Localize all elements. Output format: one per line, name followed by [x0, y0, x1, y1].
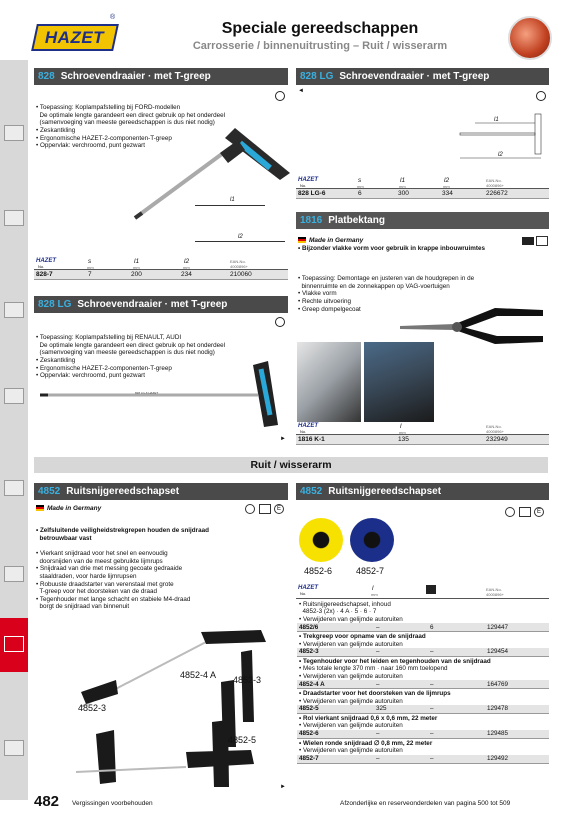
t-handle-screwdriver-image — [120, 118, 295, 228]
label-4852-4a: 4852-4 A — [180, 670, 217, 680]
cell-ean: 129492 — [487, 754, 509, 762]
spec-table-828: HAZET No. s mm l1 mm l2 mm EAN-No. 4000896+ 828-7 7 200 234 210060 — [34, 258, 288, 280]
cell-l: 325 — [376, 705, 387, 713]
sidebar-tab-icon[interactable] — [4, 566, 24, 582]
dimension-line — [195, 241, 285, 242]
label-4852-5: 4852-5 — [228, 735, 257, 745]
table-row — [297, 658, 549, 689]
e-icon: E — [274, 504, 284, 514]
made-in-germany: Made in Germany — [36, 505, 101, 512]
glass-cutting-tools-image — [36, 612, 281, 792]
shaft-text: 828 LG-6 HAZET — [135, 391, 159, 395]
target-icon — [505, 507, 515, 517]
row-description: • Verwijderen van gelijmde autoruiten — [299, 697, 403, 705]
section-divider-ruit: Ruit / wisserarm — [34, 457, 548, 473]
table-row — [297, 715, 549, 739]
cell-ean: 129454 — [487, 648, 509, 656]
table-row — [297, 740, 549, 764]
dimension-line — [195, 205, 265, 206]
cell-code: 4852-4 A — [299, 680, 325, 688]
spec-table-1816: HAZET No. l mm EAN-No. 4000896+ 1816 K-1 135 232949 — [296, 423, 549, 445]
section-828lg-bullets: • Toepassing: Koplampafstelling bij RENAULT, AUDI De optimale lengte garandeert een direct gebruik op het onderdeel (samenvoeging van meeste gereedschappen is dus niet nodig) • Zeskantkling • Ergonomische HAZET-2-componenten-T-greep • Oppervlak: verchroomd, punt gezwart — [36, 334, 226, 380]
cell-c3: – — [430, 730, 434, 738]
cell-l: – — [376, 623, 380, 631]
label-4852-3: 4852-3 — [233, 675, 262, 685]
row-description: • Verwijderen van gelijmde autoruiten — [299, 747, 403, 755]
arrow-left-icon[interactable]: ◄ — [298, 88, 304, 94]
ring-icon — [275, 91, 285, 101]
cell-c3: – — [430, 705, 434, 713]
row-description: • Verwijderen van gelijmde autoruiten — [299, 722, 403, 730]
cell-c3: 6 — [430, 623, 434, 631]
section-4852-left-header: 4852 Ruitsnijgereedschapset — [34, 483, 288, 500]
spec-table-4852: HAZET No. l mm EAN-No. 4000896+ — [296, 583, 549, 599]
page-subtitle: Carrosserie / binnenuitrusting – Ruit / wisserarm — [192, 40, 448, 52]
sidebar-tab-icon[interactable] — [4, 125, 24, 141]
car-glass-icon — [259, 504, 271, 514]
section-4852-bullets: • Vierkant snijdraad voor het snel en eenvoudig doorsnijden van de meest gebruikte lijmrups • Snijdraad van drie met messing gecoate gedraaide staaldraden, voor harde lijmrupsen • Robuuste draadstarter van verenstaal met grote T-greep voor het doorsteken van de draad • Tegenhouder met lange schacht en stabiele M4-draad borgt de snijdraad van binnenuit — [36, 550, 191, 611]
cell-code: 4852/6 — [299, 623, 319, 631]
dim-l1: l1 — [230, 197, 235, 203]
row-description: • Draadstarter voor het doorsteken van de lijmrups — [299, 690, 451, 698]
row-description: • Ruitsnijgereedschapset, inhoud — [299, 601, 391, 608]
cell-ean: 129447 — [487, 623, 509, 631]
dim-l2: l2 — [498, 152, 503, 158]
photo-car-interior — [364, 342, 434, 422]
table-row — [297, 690, 549, 714]
cell-l: – — [376, 648, 380, 656]
sidebar-tab-icon[interactable] — [4, 388, 24, 404]
label-4852-7: 4852-7 — [356, 566, 385, 576]
t-handle-drawing — [440, 100, 548, 170]
row-description: • Verwijderen van gelijmde autoruiten — [299, 615, 403, 623]
section-4852-highlight: • Zelfsluitende veiligheidstrekgrepen houden de snijdraad betrouwbaar vast — [36, 527, 209, 542]
table-row: 1816 K-1 135 232949 — [296, 435, 549, 445]
cell-code: 4852-7 — [299, 754, 319, 762]
row-description: • Wielen ronde snijdraad ∅ 0,8 mm, 22 meter — [299, 739, 433, 747]
section-828-header: 828 Schroevendraaier · met T-greep — [34, 68, 288, 85]
cell-l: – — [376, 754, 380, 762]
label-4852-6: 4852-6 — [304, 566, 333, 576]
row-code-line — [297, 648, 549, 657]
table-row: 828-7 7 200 234 210060 — [34, 270, 288, 280]
cell-code: 4852-3 — [299, 648, 319, 656]
ring-icon — [275, 317, 285, 327]
category-icon — [508, 16, 552, 60]
row-code-line — [297, 730, 549, 739]
footer-disclaimer: Vergissingen voorbehouden — [72, 800, 153, 807]
glass-icon — [4, 636, 24, 652]
cell-ean: 129485 — [487, 730, 509, 738]
cell-ean: 164769 — [487, 680, 509, 688]
row-code-line — [297, 623, 549, 632]
section-1816-highlight: • Bijzonder vlakke vorm voor gebruik in krappe inbouwruimtes — [298, 245, 485, 252]
section-828-bullets: • Toepassing: Koplampafstelling bij FORD-modellen De optimale lengte garandeert een direct gebruik op het onderdeel (samenvoeging van meeste gereedschappen is dus niet nodig) • Zeskantkling • Ergonomische HAZET-2-componenten-T-greep • Oppervlak: verchroomd, punt gezwart — [36, 104, 226, 150]
spool-yellow-image — [299, 518, 343, 562]
germany-flag-icon — [298, 237, 306, 243]
arrow-right-icon[interactable]: ► — [280, 436, 286, 442]
spool-blue-image — [350, 518, 394, 562]
section-4852-right-header: 4852 Ruitsnijgereedschapset — [296, 483, 549, 500]
registered-mark: ® — [110, 14, 116, 21]
car-glass-icon — [519, 507, 531, 517]
table-row — [297, 601, 549, 632]
table-row — [297, 633, 549, 657]
sidebar-tab-icon[interactable] — [4, 740, 24, 756]
section-828lg-header: 828 LG Schroevendraaier · met T-greep — [296, 68, 549, 85]
section-1816-header: 1816 Platbektang — [296, 212, 549, 229]
section-828lg-left-header: 828 LG Schroevendraaier · met T-greep — [34, 296, 288, 313]
page-title: Speciale gereedschappen — [221, 20, 419, 37]
long-t-handle-screwdriver-image — [38, 355, 288, 430]
dim-l2: l2 — [238, 234, 243, 240]
row-code-line — [297, 705, 549, 714]
cell-l: – — [376, 680, 380, 688]
row-description: 4852-3 (2x) · 4 A · 5 · 6 · 7 — [299, 608, 377, 616]
arrow-right-icon[interactable]: ► — [280, 784, 286, 790]
dim-l1: l1 — [494, 117, 499, 123]
row-description: • Trekgreep voor opname van de snijdraad — [299, 633, 426, 641]
e-icon: E — [534, 507, 544, 517]
cell-code: 4852-6 — [299, 730, 319, 738]
sidebar-tab-icon[interactable] — [4, 480, 24, 496]
section-1816-bullets: • Toepassing: Demontage en justeren van de houdgrepen in de binnenruimte en de zonnekappen op VAG-voertuigen • Vlakke vorm • Rechte uitvoering • Greep dompelgecoat — [298, 275, 475, 313]
page-number: 482 — [34, 793, 60, 810]
row-description: • Rol vierkant snijdraad 0,6 x 0,6 mm, 22 meter — [299, 715, 438, 722]
germany-flag-icon — [36, 505, 44, 511]
hazet-logo: HAZET — [31, 24, 119, 51]
row-code-line — [297, 755, 549, 764]
car-glass-icon — [536, 236, 548, 246]
row-description: • Tegenhouder voor het leiden en tegenhouden van de snijdraad — [299, 658, 491, 665]
footer-reference: Afzonderlijke en reserveonderdelen van pagina 500 tot 509 — [340, 800, 511, 807]
spec-table-828lg: HAZET No. s mm l1 mm l2 mm EAN-No. 4000896+ 828 LG-6 6 300 334 226672 — [296, 177, 549, 199]
category-sidebar — [0, 60, 28, 800]
row-description: • Verwijderen van gelijmde autoruiten — [299, 672, 403, 680]
cell-ean: 129478 — [487, 705, 509, 713]
target-icon — [245, 504, 255, 514]
table-row: 828 LG-6 6 300 334 226672 — [296, 189, 549, 199]
sidebar-tab-icon[interactable] — [4, 210, 24, 226]
row-description: • Verwijderen van gelijmde autoruiten — [299, 640, 403, 648]
tool-icon — [426, 585, 436, 594]
cell-c3: – — [430, 680, 434, 688]
sidebar-tab-icon[interactable] — [4, 302, 24, 318]
photo-pliers-use — [297, 342, 361, 422]
made-in-germany: Made in Germany — [298, 237, 363, 244]
flat-nose-icon — [522, 237, 534, 245]
cell-c3: – — [430, 754, 434, 762]
cell-code: 4852-5 — [299, 705, 319, 713]
cell-l: – — [376, 730, 380, 738]
cell-c3: – — [430, 648, 434, 656]
row-description: • Mes totale lengte 370 mm · naar 160 mm toelopend — [299, 665, 448, 673]
row-code-line — [297, 680, 549, 689]
label-4852-3: 4852-3 — [78, 703, 107, 713]
